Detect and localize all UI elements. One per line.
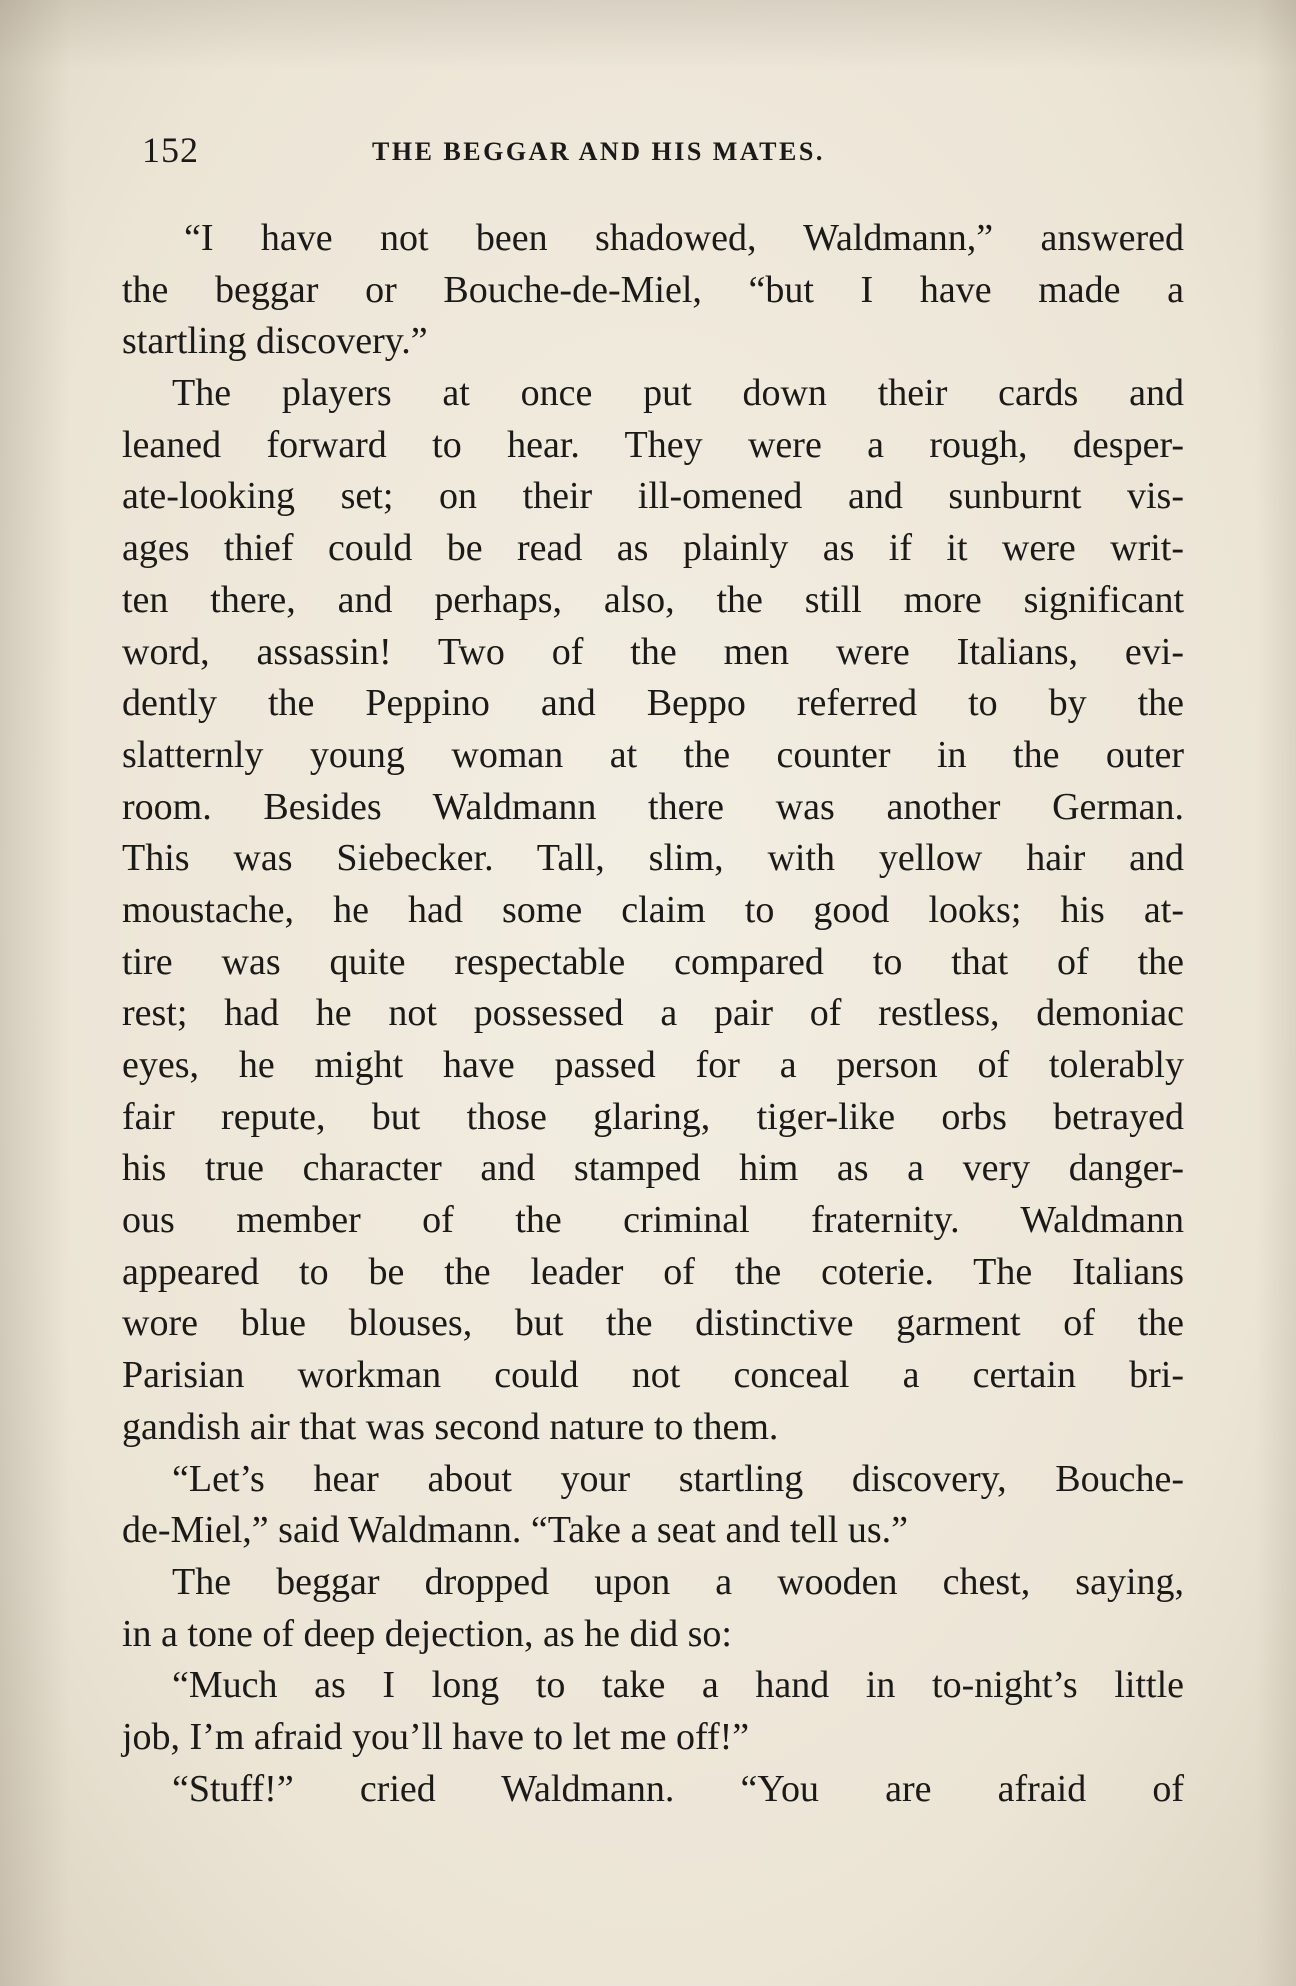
text-line: tire was quite respectable compared to that of the: [122, 940, 1184, 983]
text-line: word, assassin! Two of the men were Italians, evi-: [122, 630, 1184, 673]
text-line: “Let’s hear about your startling discovery, Bouche-: [172, 1457, 1184, 1500]
text-line: startling discovery.”: [122, 320, 428, 363]
text-line: The beggar dropped upon a wooden chest, saying,: [172, 1560, 1184, 1603]
text-line: his true character and stamped him as a very danger-: [122, 1147, 1184, 1190]
text-line: Parisian workman could not conceal a certain bri-: [122, 1354, 1184, 1397]
text-line: eyes, he might have passed for a person of tolerably: [122, 1044, 1184, 1086]
page-header: [142, 128, 1187, 172]
text-line: appeared to be the leader of the coterie. The Italians: [122, 1250, 1184, 1293]
text-line: room. Besides Waldmann there was another German.: [122, 785, 1184, 828]
text-line: gandish air that was second nature to them.: [122, 1405, 779, 1448]
text-line: The players at once put down their cards and: [172, 372, 1184, 415]
text-line: “Much as I long to take a hand in to-night’s little: [172, 1664, 1184, 1707]
running-head: THE BEGGAR AND HIS MATES.: [372, 137, 825, 166]
text-line: This was Siebecker. Tall, slim, with yellow hair and: [122, 837, 1184, 880]
text-line: leaned forward to hear. They were a rough, desper-: [122, 423, 1184, 466]
text-line: ten there, and perhaps, also, the still more significant: [122, 578, 1184, 621]
text-line: ages thief could be read as plainly as if it were writ-: [122, 527, 1184, 570]
text-line: moustache, he had some claim to good looks; his at-: [122, 888, 1184, 931]
text-line: slatternly young woman at the counter in the outer: [122, 733, 1184, 776]
text-line: “I have not been shadowed, Waldmann,” answered: [184, 217, 1184, 259]
text-line: job, I’m afraid you’ll have to let me off!”: [122, 1715, 750, 1758]
body-text: [122, 213, 1184, 1815]
text-line: “Stuff!” cried Waldmann. “You are afraid of: [172, 1767, 1184, 1810]
text-line: de-Miel,” said Waldmann. “Take a seat and tell us.”: [122, 1509, 909, 1552]
page-edge-shading-right: [1256, 0, 1296, 1986]
text-line: dently the Peppino and Beppo referred to by the: [122, 682, 1184, 725]
text-line: in a tone of deep dejection, as he did so:: [122, 1612, 732, 1655]
text-line: ous member of the criminal fraternity. Waldmann: [122, 1199, 1184, 1242]
page-edge-shading-top: [0, 0, 1296, 70]
text-line: wore blue blouses, but the distinctive garment of the: [122, 1302, 1184, 1345]
page-number: 152: [142, 130, 199, 170]
text-line: fair repute, but those glaring, tiger-like orbs betrayed: [122, 1095, 1184, 1138]
text-line: the beggar or Bouche-de-Miel, “but I have made a: [122, 268, 1184, 311]
text-line: rest; had he not possessed a pair of restless, demoniac: [122, 992, 1184, 1035]
text-line: ate-looking set; on their ill-omened and sunburnt vis-: [122, 475, 1184, 518]
page-edge-shading-left: [0, 0, 70, 1986]
